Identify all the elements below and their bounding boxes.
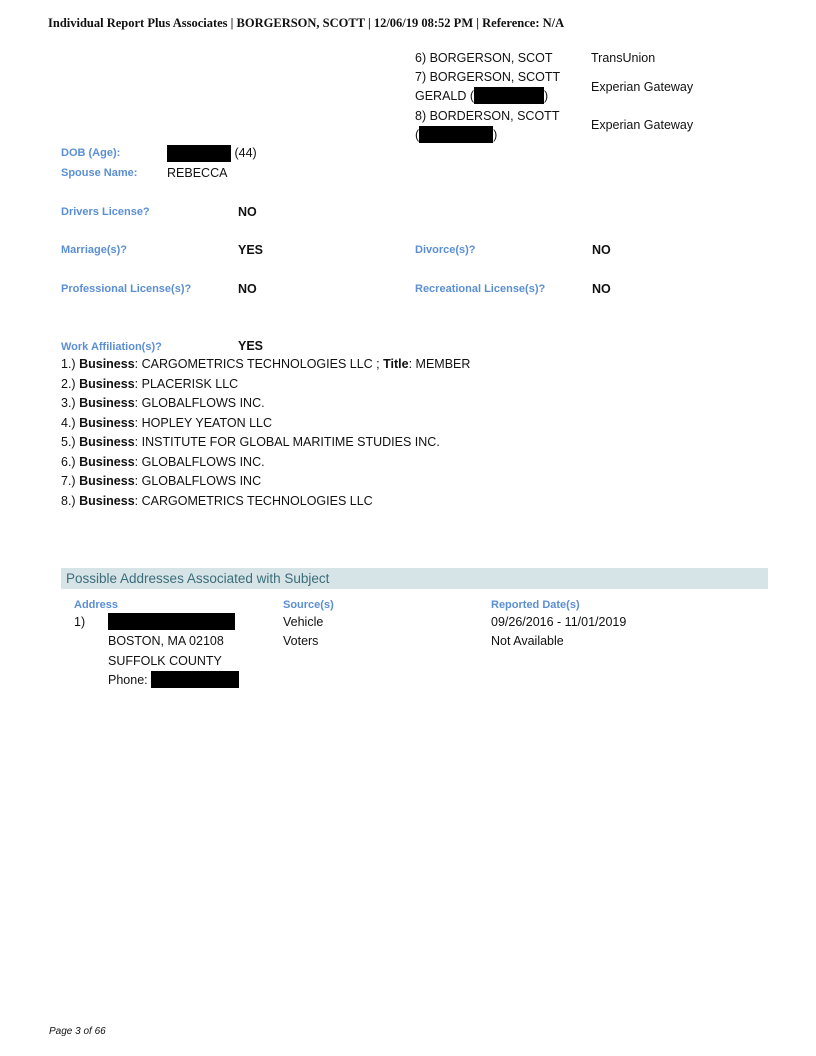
list-item: 1.) Business: CARGOMETRICS TECHNOLOGIES LLC ; Title: MEMBER bbox=[61, 357, 471, 371]
alias-7-name: 7) BORGERSON, SCOTT bbox=[415, 70, 561, 84]
address-phone: Phone: bbox=[108, 673, 239, 688]
list-item: 4.) Business: HOPLEY YEATON LLC bbox=[61, 415, 273, 430]
redaction-box bbox=[474, 87, 544, 104]
drivers-license-label: Drivers License? bbox=[61, 206, 150, 218]
list-item: 5.) Business: INSTITUTE FOR GLOBAL MARITIME STUDIES INC. bbox=[61, 435, 440, 449]
dob-value: (44) bbox=[167, 145, 257, 162]
address-number: 1) bbox=[74, 615, 86, 629]
professional-license-label: Professional License(s)? bbox=[61, 283, 192, 295]
address-date: 09/26/2016 - 11/01/2019 bbox=[491, 615, 627, 629]
recreational-license-label: Recreational License(s)? bbox=[415, 283, 546, 295]
alias-8-source: Experian Gateway bbox=[591, 118, 694, 132]
addresses-section-header bbox=[61, 568, 768, 589]
dob-label: DOB (Age): bbox=[61, 147, 121, 159]
address-county: SUFFOLK COUNTY bbox=[108, 654, 222, 668]
alias-7-source: Experian Gateway bbox=[591, 80, 694, 94]
work-affiliation-value: YES bbox=[238, 339, 264, 353]
address-city: BOSTON, MA 02108 bbox=[108, 634, 224, 648]
report-header: Individual Report Plus Associates | BORGERSON, SCOTT | 12/06/19 08:52 PM | Reference: N/A bbox=[48, 16, 565, 30]
redaction-box bbox=[151, 671, 239, 688]
alias-6-name: 6) BORGERSON, SCOT bbox=[415, 51, 553, 65]
redaction-box bbox=[167, 145, 231, 162]
marriage-value: YES bbox=[238, 243, 264, 257]
marriage-label: Marriage(s)? bbox=[61, 244, 128, 256]
divorce-label: Divorce(s)? bbox=[415, 244, 476, 256]
list-item: 6.) Business: GLOBALFLOWS INC. bbox=[61, 454, 265, 469]
drivers-license-value: NO bbox=[238, 205, 257, 219]
section-title: Possible Addresses Associated with Subject bbox=[66, 571, 330, 586]
divorce-value: NO bbox=[592, 243, 611, 257]
spouse-label: Spouse Name: bbox=[61, 167, 138, 179]
col-header-address: Address bbox=[74, 599, 119, 611]
spouse-value: REBECCA bbox=[167, 166, 228, 180]
col-header-dates: Reported Date(s) bbox=[491, 599, 580, 611]
alias-8-name-cont: ( ) bbox=[415, 128, 498, 142]
alias-6-source: TransUnion bbox=[591, 51, 656, 65]
list-item: 3.) Business: GLOBALFLOWS INC. bbox=[61, 396, 265, 410]
work-affiliation-label: Work Affiliation(s)? bbox=[61, 341, 162, 353]
recreational-license-value: NO bbox=[592, 282, 611, 296]
address-source: Vehicle bbox=[283, 615, 324, 629]
page-number: Page 3 of 66 bbox=[49, 1026, 106, 1037]
alias-7-name-cont: GERALD ( ) bbox=[415, 89, 549, 103]
list-item: 8.) Business: CARGOMETRICS TECHNOLOGIES LLC bbox=[61, 493, 373, 508]
list-item: 2.) Business: PLACERISK LLC bbox=[61, 376, 239, 391]
alias-8-name: 8) BORDERSON, SCOTT bbox=[415, 109, 560, 123]
col-header-sources: Source(s) bbox=[283, 599, 334, 611]
redaction-box bbox=[108, 613, 235, 630]
address-source: Voters bbox=[283, 634, 319, 648]
address-date: Not Available bbox=[491, 634, 564, 648]
professional-license-value: NO bbox=[238, 282, 257, 296]
work-affiliation-list bbox=[61, 355, 470, 511]
list-item: 7.) Business: GLOBALFLOWS INC bbox=[61, 474, 262, 488]
redaction-box bbox=[419, 126, 493, 143]
